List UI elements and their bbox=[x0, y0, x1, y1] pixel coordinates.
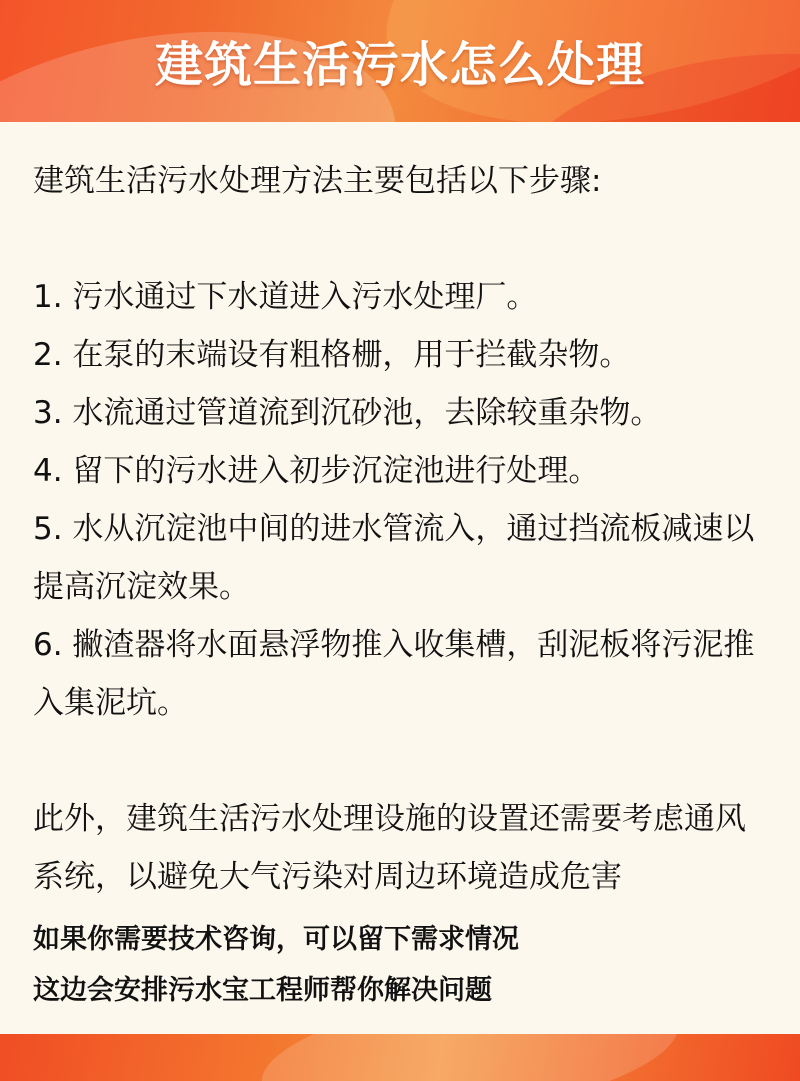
contact-line: 如果你需要技术咨询，可以留下需求情况 bbox=[33, 924, 519, 955]
step-item: 6. 撇渣器将水面悬浮物推入收集槽，刮泥板将污泥推入集泥坑。 bbox=[33, 627, 755, 721]
step-item: 5. 水从沉淀池中间的进水管流入，通过挡流板减速以提高沉淀效果。 bbox=[33, 511, 755, 605]
step-item: 2. 在泵的末端设有粗格栅，用于拦截杂物。 bbox=[33, 337, 631, 373]
bottom-banner bbox=[0, 1034, 800, 1081]
banner-decoration bbox=[254, 1034, 687, 1081]
intro-text: 建筑生活污水处理方法主要包括以下步骤: bbox=[33, 163, 602, 199]
step-item: 4. 留下的污水进入初步沉淀池进行处理。 bbox=[33, 453, 600, 489]
step-item: 1. 污水通过下水道进入污水处理厂。 bbox=[33, 279, 538, 315]
contact-note bbox=[33, 914, 773, 1016]
page-title: 建筑生活污水怎么处理 bbox=[154, 37, 645, 93]
title-banner bbox=[0, 0, 800, 122]
contact-line: 这边会安排污水宝工程师帮你解决问题 bbox=[33, 975, 492, 1006]
article-body bbox=[33, 152, 773, 906]
step-item: 3. 水流通过管道流到沉砂池，去除较重杂物。 bbox=[33, 395, 662, 431]
conclusion-text: 此外，建筑生活污水处理设施的设置还需要考虑通风系统，以避免大气污染对周边环境造成危害 bbox=[33, 801, 746, 895]
